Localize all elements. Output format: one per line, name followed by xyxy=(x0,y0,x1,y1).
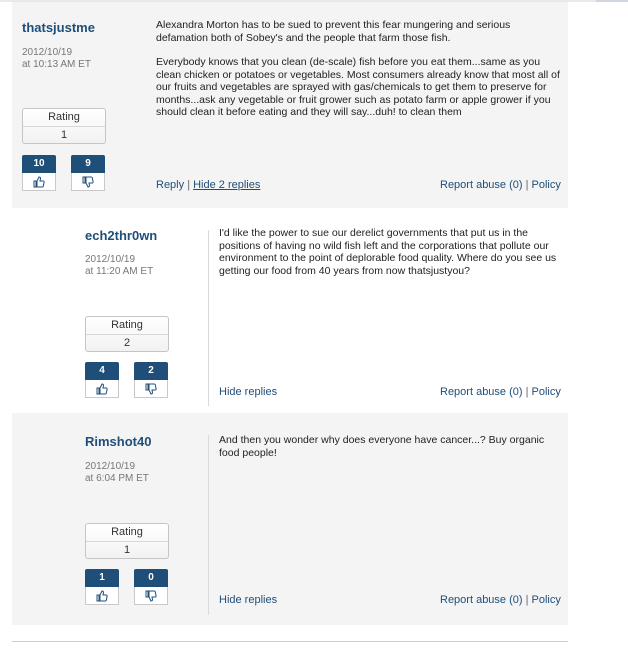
separator: | xyxy=(525,386,529,398)
top-border-accent xyxy=(596,0,628,2)
hide-replies-link[interactable]: Hide 2 replies xyxy=(193,179,261,191)
rating-label: Rating xyxy=(86,317,168,335)
downvote-button[interactable] xyxy=(134,362,168,398)
downvote-count: 2 xyxy=(134,362,168,380)
comment-username[interactable]: thatsjustme xyxy=(22,20,95,35)
comment-actions xyxy=(156,179,260,191)
rating-box xyxy=(22,108,106,144)
downvote-button[interactable] xyxy=(71,155,105,191)
thumbs-up-icon xyxy=(33,176,45,188)
separator: | xyxy=(525,594,529,606)
thumbs-down-icon xyxy=(145,383,157,395)
policy-link[interactable]: Policy xyxy=(531,386,561,398)
comment-1 xyxy=(12,2,568,208)
rating-value: 2 xyxy=(123,337,131,349)
upvote-button[interactable] xyxy=(22,155,56,191)
reply-divider xyxy=(208,435,209,615)
comment-username[interactable]: Rimshot40 xyxy=(85,434,152,449)
comment-paragraph: And then you wonder why does everyone have cancer...? Buy organic food people! xyxy=(219,434,545,459)
reply-divider xyxy=(208,230,209,406)
rating-value: 1 xyxy=(60,129,68,141)
comment-date: 2012/10/19 xyxy=(22,47,73,58)
downvote-button[interactable] xyxy=(134,569,168,605)
rating-label: Rating xyxy=(86,524,168,542)
policy-link[interactable]: Policy xyxy=(531,594,561,606)
upvote-count: 4 xyxy=(85,362,119,380)
comment-3 xyxy=(12,413,568,625)
upvote-button[interactable] xyxy=(85,569,119,605)
comment-body xyxy=(219,227,564,289)
upvote-button[interactable] xyxy=(85,362,119,398)
comment-time: at 6:04 PM ET xyxy=(85,473,149,484)
separator: | xyxy=(187,179,191,191)
reply-link[interactable]: Reply xyxy=(156,179,185,191)
rating-label: Rating xyxy=(23,109,105,127)
rating-value: 1 xyxy=(123,544,131,556)
separator: | xyxy=(525,179,529,191)
report-abuse-link[interactable]: Report abuse (0) xyxy=(440,386,523,398)
thumbs-up-icon xyxy=(96,383,108,395)
comment-paragraph: Alexandra Morton has to be sued to prevent this fear mungering and serious defamation both of Sobey's and the people that farm those fish. xyxy=(156,19,511,44)
downvote-count: 0 xyxy=(134,569,168,587)
comment-time: at 11:20 AM ET xyxy=(85,266,154,277)
hide-replies-link[interactable]: Hide replies xyxy=(219,594,278,606)
report-area xyxy=(440,386,561,398)
comment-paragraph: I'd like the power to sue our derelict governments that put us in the positions of having no wild fish left and the corporations that pollute our environment to the point of deplorable food quality. Where do you see us getting our food from 40 years from now thatsjustyou? xyxy=(219,227,557,277)
thumbs-up-icon xyxy=(96,590,108,602)
report-area xyxy=(440,179,561,191)
downvote-count: 9 xyxy=(71,155,105,173)
hide-replies-link[interactable]: Hide replies xyxy=(219,386,278,398)
rating-box xyxy=(85,316,169,352)
comment-paragraph: Everybody knows that you clean (de-scale) fish before you eat them...same as you clean chicken or potatoes or vegetables. Most consumers already know that most all of our fruits and vegetables are sprayed with gas/chemicals to get them to preserve for months...ask any vegetable or fruit grower such as potato farm or apple grower if you should clean it before eating and they will say...duh! to clean them xyxy=(156,56,560,118)
comment-2 xyxy=(12,208,568,413)
comment-body xyxy=(156,19,560,131)
upvote-count: 10 xyxy=(22,155,56,173)
rating-box xyxy=(85,523,169,559)
comment-username[interactable]: ech2thr0wn xyxy=(85,228,158,243)
comment-date: 2012/10/19 xyxy=(85,461,136,472)
thumbs-down-icon xyxy=(145,590,157,602)
report-abuse-link[interactable]: Report abuse (0) xyxy=(440,179,523,191)
thumbs-down-icon xyxy=(82,176,94,188)
bottom-divider xyxy=(12,641,568,642)
upvote-count: 1 xyxy=(85,569,119,587)
report-area xyxy=(440,594,561,606)
policy-link[interactable]: Policy xyxy=(531,179,561,191)
comment-body xyxy=(219,434,564,471)
comment-time: at 10:13 AM ET xyxy=(22,59,91,70)
report-abuse-link[interactable]: Report abuse (0) xyxy=(440,594,523,606)
comment-date: 2012/10/19 xyxy=(85,254,136,265)
